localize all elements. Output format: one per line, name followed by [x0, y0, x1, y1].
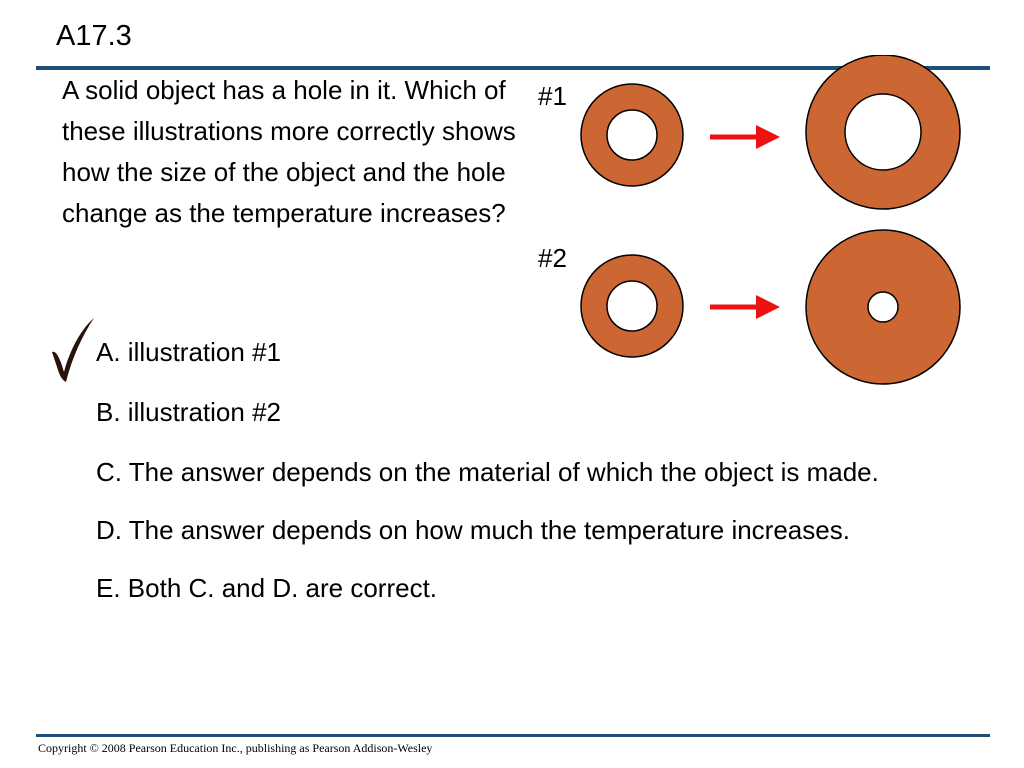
- illustration-2-label: #2: [538, 243, 567, 273]
- question-text: A solid object has a hole in it. Which of these illustrations more correctly shows how the size of the object and the hole change as the temperature increases?: [62, 75, 516, 228]
- answer-option-d: D. The answer depends on how much the temperature increases.: [96, 515, 850, 545]
- answer-option-b: B. illustration #2: [96, 397, 281, 427]
- checkmark-icon: [48, 314, 100, 386]
- answer-option-a: A. illustration #1: [96, 337, 281, 367]
- illustration-2-before-hole: [607, 281, 657, 331]
- illustration-2-arrow-icon: [710, 295, 780, 319]
- illustration-2: [581, 230, 960, 384]
- answer-option-c: C. The answer depends on the material of which the object is made.: [96, 457, 879, 487]
- slide-title: A17.3: [56, 20, 132, 52]
- footer-divider: [36, 734, 990, 737]
- copyright-footer: Copyright © 2008 Pearson Education Inc., publishing as Pearson Addison-Wesley: [38, 741, 433, 755]
- illustration-1-arrow-icon: [710, 125, 780, 149]
- illustration-1-label: #1: [538, 81, 567, 111]
- illustration-1-after-hole: [845, 94, 921, 170]
- illustration-2-after-hole: [868, 292, 898, 322]
- illustrations: [570, 55, 990, 415]
- illustration-1-before-hole: [607, 110, 657, 160]
- answer-option-e: E. Both C. and D. are correct.: [96, 573, 438, 603]
- illustration-1: [581, 55, 960, 209]
